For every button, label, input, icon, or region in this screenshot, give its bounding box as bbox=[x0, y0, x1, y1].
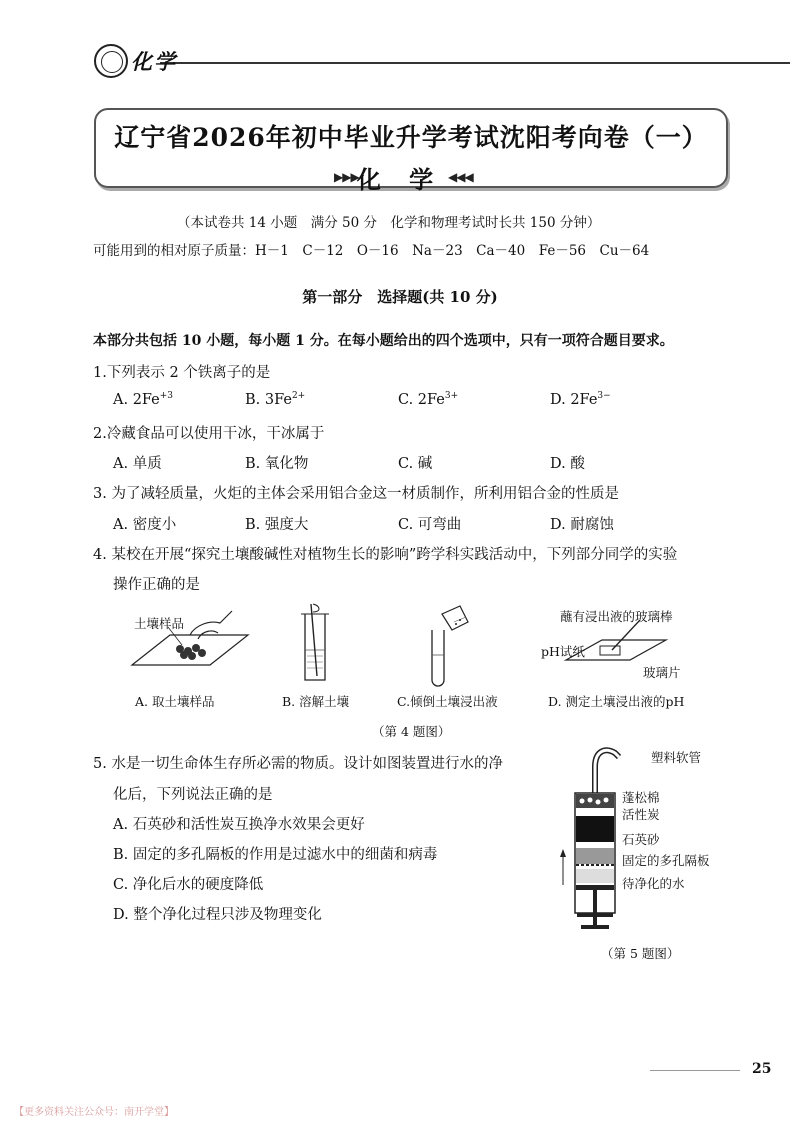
q3-option-a: A. 密度小 bbox=[113, 517, 177, 533]
q5-option-a: A. 石英砂和活性炭互换净水效果会更好 bbox=[113, 817, 365, 833]
footer-rule bbox=[650, 1070, 740, 1071]
part1-title: 第一部分 选择题(共 10 分) bbox=[302, 288, 498, 306]
arrow-left-icon: ◀◀◀ bbox=[448, 170, 473, 184]
label-cotton: 蓬松棉 bbox=[622, 790, 660, 805]
part1-instruction: 本部分共包括 10 小题，每小题 1 分。在每小题给出的四个选项中，只有一项符合题目要求。 bbox=[93, 333, 674, 349]
q3-option-d: D. 耐腐蚀 bbox=[550, 517, 614, 533]
q2-stem: 2.冷藏食品可以使用干冰，干冰属于 bbox=[93, 426, 325, 442]
atomic-masses: 可能用到的相对原子质量：H－1 C－12 O－16 Na－23 Ca－40 Fe－56 Cu－64 bbox=[93, 243, 650, 259]
q4-figure-caption: （第 4 题图） bbox=[372, 724, 451, 739]
arrow-right-icon: ▶▶▶ bbox=[334, 170, 359, 184]
q1-option-d: D. $2Fe^{3-}$ bbox=[550, 391, 611, 408]
q4-stem-line2: 操作正确的是 bbox=[113, 577, 200, 593]
caption-a: A. 取土壤样品 bbox=[135, 694, 215, 709]
label-sand: 石英砂 bbox=[622, 832, 660, 847]
subject-tag: 化学 bbox=[131, 49, 177, 74]
q2-option-b: B. 氧化物 bbox=[245, 456, 309, 472]
q2-option-d: D. 酸 bbox=[550, 456, 585, 472]
q5-stem-line2: 化后，下列说法正确的是 bbox=[113, 787, 273, 803]
label-water: 待净化的水 bbox=[622, 876, 685, 891]
caption-d: D. 测定土壤浸出液的pH bbox=[548, 694, 685, 709]
header-rule bbox=[160, 62, 790, 64]
label-glass-rod: 蘸有浸出液的玻璃棒 bbox=[560, 609, 673, 624]
q2-option-c: C. 碱 bbox=[398, 456, 433, 472]
label-plate: 固定的多孔隔板 bbox=[622, 853, 710, 868]
page-number: 25 bbox=[752, 1061, 772, 1077]
exam-title: 辽宁省2026年初中毕业升学考试沈阳考向卷（一） bbox=[114, 123, 708, 152]
q3-option-b: B. 强度大 bbox=[245, 517, 309, 533]
label-tube: 塑料软管 bbox=[651, 750, 702, 765]
figure-dissolving bbox=[295, 600, 335, 690]
q3-stem: 3. 为了减轻质量，火炬的主体会采用铝合金这一材质制作，所利用铝合金的性质是 bbox=[93, 486, 619, 502]
subject-logo-inner bbox=[101, 51, 123, 73]
q5-option-c: C. 净化后水的硬度降低 bbox=[113, 877, 264, 893]
caption-b: B. 溶解土壤 bbox=[282, 694, 350, 709]
footer-note: 【更多资料关注公众号：南开学堂】 bbox=[14, 1107, 174, 1118]
figure-pouring bbox=[420, 600, 480, 690]
q1-stem: 1.下列表示 2 个铁离子的是 bbox=[93, 365, 271, 381]
label-ph-paper: pH试纸 bbox=[541, 644, 585, 659]
caption-c: C.倾倒土壤浸出液 bbox=[397, 694, 498, 709]
q2-option-a: A. 单质 bbox=[113, 456, 162, 472]
q4-stem-line1: 4. 某校在开展“探究土壤酸碱性对植物生长的影响”跨学科实践活动中，下列部分同学的实验 bbox=[93, 547, 678, 563]
q5-stem-line1: 5. 水是一切生命体生存所必需的物质。设计如图装置进行水的净 bbox=[93, 756, 503, 772]
label-glass-slide: 玻璃片 bbox=[643, 665, 681, 680]
q1-option-c: C. $2Fe^{3+}$ bbox=[398, 391, 459, 408]
exam-info: （本试卷共 14 小题 满分 50 分 化学和物理考试时长共 150 分钟） bbox=[177, 215, 601, 231]
label-soil-sample: 土壤样品 bbox=[134, 616, 185, 631]
q5-option-b: B. 固定的多孔隔板的作用是过滤水中的细菌和病毒 bbox=[113, 847, 438, 863]
q5-figure-caption: （第 5 题图） bbox=[601, 946, 680, 961]
q3-option-c: C. 可弯曲 bbox=[398, 517, 462, 533]
q1-option-b: B. $3Fe^{2+}$ bbox=[245, 391, 306, 408]
exam-subtitle: 化 学 bbox=[356, 165, 444, 194]
q1-option-a: A. $2Fe^{+3}$ bbox=[113, 391, 174, 408]
label-carbon: 活性炭 bbox=[622, 807, 660, 822]
q5-option-d: D. 整个净化过程只涉及物理变化 bbox=[113, 907, 322, 923]
